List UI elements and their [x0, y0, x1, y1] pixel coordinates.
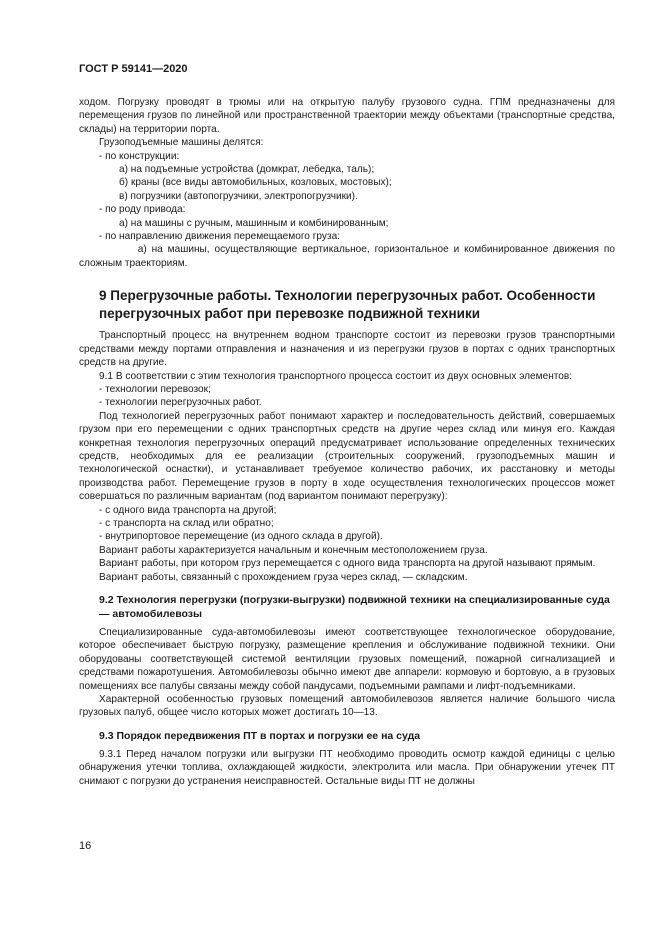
running-header: ГОСТ Р 59141—2020 — [79, 63, 188, 75]
paragraph: - по роду привода: — [99, 204, 186, 216]
paragraph: - технологии перевозок; — [99, 383, 211, 395]
paragraph: б) краны (все виды автомобильных, козловых, мостовых); — [119, 177, 392, 189]
paragraph: 9.1 В соответствии с этим технология транспортного процесса состоит из двух основных элементов: — [99, 370, 573, 382]
paragraph: Характерной особенностью грузовых помещений автомобилевозов является наличие большого числа грузовых палуб, общее число которых может достигать 10—13. — [79, 694, 615, 719]
paragraph: Вариант работы, при котором груз перемещается с одного вида транспорта на другой называют прямым. — [99, 558, 596, 570]
paragraph: Вариант работы характеризуется начальным и конечным местоположением груза. — [99, 544, 488, 556]
paragraph: Под технологией перегрузочных работ понимают характер и последовательность действий, совершаемых грузом при его перемещении с одних транспортных средств на другие через склад или минуя его. Каждая конкретная технология перегрузочных операций предусматривает использование определенных технических средств, необходимых для ее реализации (строительных сооружений, грузоподъемных машин и технологической оснастки), и устанавливает требуемое количество рабочих, их расстановку и методы производства работ. Перемещение грузов в порту в ходе осуществления технологических процессов может совершаться по различным вариантам (под вариантом понимают перегрузку): — [79, 410, 615, 503]
paragraph: а) на машины, осуществляющие вертикальное, горизонтальное и комбинированное движения по сложным траекториям. — [79, 244, 615, 269]
paragraph: 9.3.1 Перед началом погрузки или выгрузки ПТ необходимо проводить осмотр каждой единицы с целью обнаружения утечки топлива, охлаждающей жидкости, электролита или масла. При обнаружении утечек ПТ снимают с погрузки до устранения неисправностей. Остальные виды ПТ не должны — [79, 748, 615, 787]
page-body — [79, 96, 615, 788]
paragraph: - по конструкции: — [99, 150, 180, 162]
paragraph: ходом. Погрузку проводят в трюмы или на открытую палубу грузового судна. ГПМ предназначены для перемещения грузов по линейной или пространственной траектории между объектами (транспортные средства, склады) на территории порта. — [79, 97, 615, 135]
page-number: 16 — [79, 840, 92, 852]
paragraph: - с транспорта на склад или обратно; — [99, 517, 274, 529]
paragraph: - внутрипортовое перемещение (из одного склада в другой). — [99, 531, 383, 543]
paragraph: - с одного вида транспорта на другой; — [99, 504, 277, 516]
paragraph: а) на машины с ручным, машинным и комбинированным; — [119, 217, 389, 229]
paragraph: Транспортный процесс на внутреннем водном транспорте состоит из перевозки грузов транспортными средствами между портами отправления и назначения и из перегрузки грузов в портах с одних транспортных средств на другие. — [79, 330, 615, 369]
paragraph: Грузоподъемные машины делятся: — [99, 137, 264, 149]
paragraph: - по направлению движения перемещаемого груза: — [99, 231, 340, 243]
subsection-heading: 9.3 Порядок передвижения ПТ в портах и погрузки ее на суда — [99, 729, 421, 742]
paragraph: Вариант работы, связанный с прохождением груза через склад, — складским. — [99, 571, 468, 583]
section-heading: 9 Перегрузочные работы. Технологии перегрузочных работ. Особенности перегрузочных работ при перевозке подвижной техники — [99, 288, 596, 322]
subsection-heading: 9.2 Технология перегрузки (погрузки-выгрузки) подвижной техники на специализированные суда — автомобилевозы — [99, 594, 610, 620]
paragraph: - технологии перегрузочных работ. — [99, 397, 262, 409]
paragraph: Специализированные суда-автомобилевозы имеют соответствующее технологическое оборудование, которое обеспечивает быструю погрузку, размещение крепления и обслуживание подвижной техники. Они оборудованы соответствующей системой вентиляции грузовых помещений, пожарной сигнализацией и средствами пожаротушения. Автомобилевозы обычно имеют две аппарели: кормовую и бортовую, а в грузовых помещениях все палубы связаны между собой пандусами, подъемными рампами и лифт-подъемниками. — [79, 627, 615, 692]
paragraph: а) на подъемные устройства (домкрат, лебедка, таль); — [119, 164, 375, 176]
paragraph: в) погрузчики (автопогрузчики, электропогрузчики). — [119, 190, 358, 202]
